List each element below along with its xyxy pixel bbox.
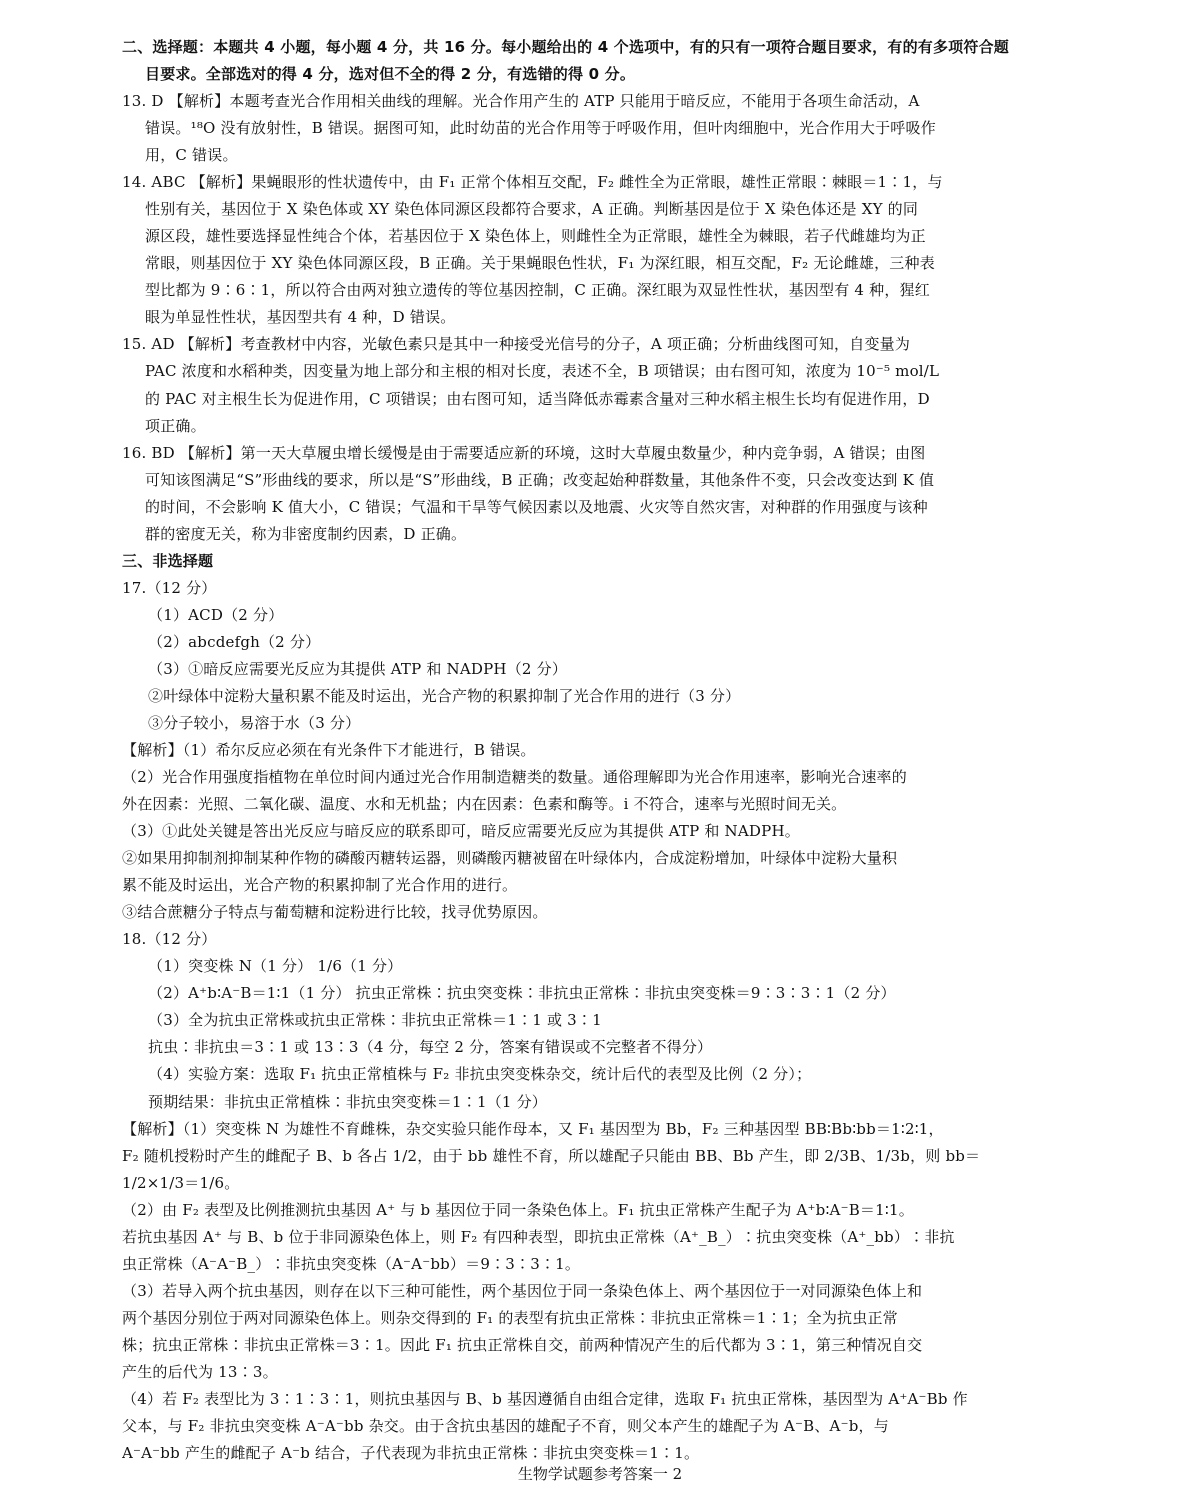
q18-answer: （1）突变株 N（1 分） 1/6（1 分） (148, 957, 403, 975)
q17-analysis: （2）光合作用强度指植物在单位时间内通过光合作用制造糖类的数量。通俗理解即为光合作用速率，影响光合速率的 (122, 768, 907, 786)
page-footer: 生物学试题参考答案一 2 (517, 1465, 683, 1483)
q18-analysis: A⁻A⁻bb 产生的雌配子 A⁻b 结合，子代表现为非抗虫正常株∶非抗虫突变株＝1∶1。 (122, 1444, 700, 1462)
q16-line: 群的密度无关，称为非密度制约因素，D 正确。 (145, 525, 467, 543)
q17-analysis: 累不能及时运出，光合产物的积累抑制了光合作用的进行。 (122, 876, 518, 894)
q15-line: 15. AD 【解析】考查教材中内容，光敏色素只是其中一种接受光信号的分子，A 项正确；分析曲线图可知，自变量为 (122, 335, 911, 353)
q14-line: 常眼，则基因位于 XY 染色体同源区段，B 正确。关于果蝇眼色性状，F₁ 为深红眼，相互交配，F₂ 无论雌雄，三种表 (145, 254, 935, 272)
q18-answer: 预期结果：非抗虫正常植株∶非抗虫突变株＝1∶1（1 分） (148, 1093, 548, 1111)
q18-answer: （2）A⁺b∶A⁻B＝1∶1（1 分） 抗虫正常株∶抗虫突变株∶非抗虫正常株∶非抗虫突变株＝9∶3∶3∶1（2 分） (148, 984, 896, 1002)
section-two-heading: 二、选择题：本题共 4 小题，每小题 4 分，共 16 分。每小题给出的 4 个选项中，有的只有一项符合题目要求，有的有多项符合题 (122, 38, 1009, 56)
q16-line: 16. BD 【解析】第一天大草履虫增长缓慢是由于需要适应新的环境，这时大草履虫数量少，种内竞争弱，A 错误；由图 (122, 444, 926, 462)
q17-analysis: ②如果用抑制剂抑制某种作物的磷酸丙糖转运器，则磷酸丙糖被留在叶绿体内，合成淀粉增加，叶绿体中淀粉大量积 (122, 849, 898, 867)
q18-analysis: 父本，与 F₂ 非抗虫突变株 A⁻A⁻bb 杂交。由于含抗虫基因的雄配子不育，则父本产生的雄配子为 A⁻B、A⁻b，与 (122, 1417, 889, 1435)
q18-analysis: F₂ 随机授粉时产生的雌配子 B、b 各占 1/2，由于 bb 雄性不育，所以雄配子只能由 BB、Bb 产生，即 2/3B、1/3b，则 bb＝ (122, 1147, 981, 1165)
q17-title: 17.（12 分） (122, 579, 217, 597)
q15-line: PAC 浓度和水稻种类，因变量为地上部分和主根的相对长度，表述不全，B 项错误；由右图可知，浓度为 10⁻⁵ mol/L (145, 362, 940, 380)
section-three-heading: 三、非选择题 (122, 552, 214, 570)
q18-analysis: （4）若 F₂ 表型比为 3∶1∶3∶1，则抗虫基因与 B、b 基因遵循自由组合定律，选取 F₁ 抗虫正常株，基因型为 A⁺A⁻Bb 作 (122, 1390, 968, 1408)
q18-answer: （4）实验方案：选取 F₁ 抗虫正常植株与 F₂ 非抗虫突变株杂交，统计后代的表型及比例（2 分）； (148, 1065, 812, 1083)
q18-analysis: （3）若导入两个抗虫基因，则存在以下三种可能性，两个基因位于同一条染色体上、两个基因位于一对同源染色体上和 (122, 1282, 923, 1300)
q17-analysis: （3）①此处关键是答出光反应与暗反应的联系即可，暗反应需要光反应为其提供 ATP 和 NADPH。 (122, 822, 800, 840)
q13-line: 错误。¹⁸O 没有放射性，B 错误。据图可知，此时幼苗的光合作用等于呼吸作用，但叶肉细胞中，光合作用大于呼吸作 (145, 119, 936, 137)
q15-line: 项正确。 (145, 417, 206, 435)
q17-answer: ②叶绿体中淀粉大量积累不能及时运出，光合产物的积累抑制了光合作用的进行（3 分） (148, 687, 741, 705)
q18-analysis: 【解析】（1）突变株 N 为雄性不育雌株，杂交实验只能作母本，又 F₁ 基因型为 Bb，F₂ 三种基因型 BB∶Bb∶bb＝1∶2∶1， (122, 1120, 944, 1138)
q17-analysis: 【解析】（1）希尔反应必须在有光条件下才能进行，B 错误。 (122, 741, 536, 759)
q17-analysis: ③结合蔗糖分子特点与葡萄糖和淀粉进行比较，找寻优势原因。 (122, 903, 548, 921)
q14-line: 型比都为 9∶6∶1，所以符合由两对独立遗传的等位基因控制，C 正确。深红眼为双显性性状，基因型有 4 种，猩红 (145, 281, 930, 299)
q17-answer: （2）abcdefgh（2 分） (148, 633, 321, 651)
q18-analysis: 1/2×1/3＝1/6。 (122, 1174, 240, 1192)
section-two-heading-cont: 目要求。全部选对的得 4 分，选对但不全的得 2 分，有选错的得 0 分。 (145, 65, 636, 83)
q18-analysis: 两个基因分别位于两对同源染色体上。则杂交得到的 F₁ 的表型有抗虫正常株∶非抗虫正常株＝1∶1；全为抗虫正常 (122, 1309, 898, 1327)
q17-analysis: 外在因素：光照、二氧化碳、温度、水和无机盐；内在因素：色素和酶等。i 不符合，速率与光照时间无关。 (122, 795, 847, 813)
q17-answer: ③分子较小，易溶于水（3 分） (148, 714, 361, 732)
q16-line: 可知该图满足“S”形曲线的要求，所以是“S”形曲线，B 正确；改变起始种群数量，其他条件不变，只会改变达到 K 值 (145, 471, 935, 489)
q18-analysis: 产生的后代为 13∶3。 (122, 1363, 278, 1381)
q16-line: 的时间，不会影响 K 值大小，C 错误；气温和干旱等气候因素以及地震、火灾等自然灾害，对种群的作用强度与该种 (145, 498, 928, 516)
q13-line: 用，C 错误。 (145, 146, 238, 164)
q18-analysis: （2）由 F₂ 表型及比例推测抗虫基因 A⁺ 与 b 基因位于同一条染色体上。F₁ 抗虫正常株产生配子为 A⁺b∶A⁻B＝1∶1。 (122, 1201, 914, 1219)
q18-answer: 抗虫∶非抗虫＝3∶1 或 13∶3（4 分，每空 2 分，答案有错误或不完整者不得分） (148, 1038, 713, 1056)
q14-line: 14. ABC 【解析】果蝇眼形的性状遗传中，由 F₁ 正常个体相互交配，F₂ 雌性全为正常眼，雄性正常眼∶棘眼＝1∶1，与 (122, 173, 943, 191)
q18-analysis: 虫正常株（A⁻A⁻B_）∶非抗虫突变株（A⁻A⁻bb）＝9∶3∶3∶1。 (122, 1255, 581, 1273)
q13-line: 13. D 【解析】本题考查光合作用相关曲线的理解。光合作用产生的 ATP 只能用于暗反应，不能用于各项生命活动，A (122, 92, 920, 110)
q17-answer: （3）①暗反应需要光反应为其提供 ATP 和 NADPH（2 分） (148, 660, 568, 678)
q18-analysis: 株；抗虫正常株∶非抗虫正常株＝3∶1。因此 F₁ 抗虫正常株自交，前两种情况产生的后代都为 3∶1，第三种情况自交 (122, 1336, 923, 1354)
q14-line: 源区段，雄性要选择显性纯合个体，若基因位于 X 染色体上，则雌性全为正常眼，雄性全为棘眼，若子代雌雄均为正 (145, 227, 926, 245)
q15-line: 的 PAC 对主根生长为促进作用，C 项错误；由右图可知，适当降低赤霉素含量对三种水稻主根生长均有促进作用，D (145, 390, 930, 408)
q18-analysis: 若抗虫基因 A⁺ 与 B、b 位于非同源染色体上，则 F₂ 有四种表型，即抗虫正常株（A⁺_B_）∶抗虫突变株（A⁺_bb）∶非抗 (122, 1228, 955, 1246)
q18-title: 18.（12 分） (122, 930, 217, 948)
q14-line: 眼为单显性性状，基因型共有 4 种，D 错误。 (145, 308, 456, 326)
q17-answer: （1）ACD（2 分） (148, 606, 284, 624)
q18-answer: （3）全为抗虫正常株或抗虫正常株∶非抗虫正常株＝1∶1 或 3∶1 (148, 1011, 602, 1029)
q14-line: 性别有关，基因位于 X 染色体或 XY 染色体同源区段都符合要求，A 正确。判断基因是位于 X 染色体还是 XY 的同 (145, 200, 919, 218)
